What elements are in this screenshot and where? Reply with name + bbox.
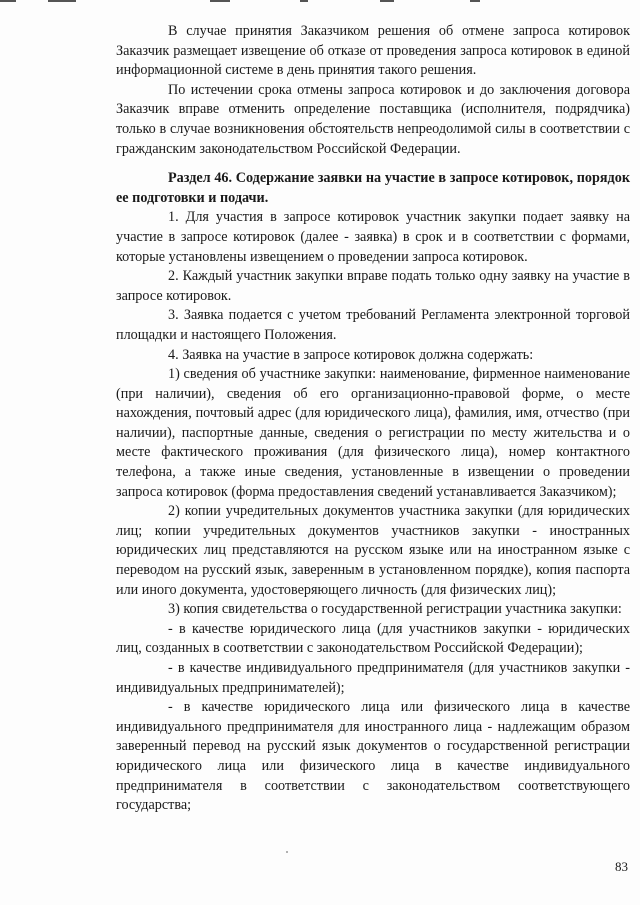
document-body xyxy=(116,22,630,816)
paragraph-dash-entrepreneur: - в качестве индивидуального предпринимателя (для участников закупки - индивидуальных предпринимателей); xyxy=(116,660,630,696)
paragraph-cancel-deadline: По истечении срока отмены запроса котировок и до заключения договора Заказчик вправе отменить определение поставщика (исполнителя, подрядчика) только в случае возникновения обстоятельств непреодолимой силы в соответствии с гражданским законодательством Российской Федерации. xyxy=(116,81,630,157)
paragraph-dash-foreign: - в качестве юридического лица или физического лица в качестве индивидуального предпринимателя для иностранного лица - надлежащим образом заверенный перевод на русский язык документов о государственной регистрации юридического лица или физического лица в качестве индивидуального предпринимателя в соответствии с законодательством соответствующего государства; xyxy=(116,699,630,814)
paragraph-subitem-2: 2) копии учредительных документов участника закупки (для юридических лиц; копии учредительных документов участников закупки - иностранных юридических лиц представляются на русском языке или на иностранном языке с переводом на русский язык, заверенным в установленном порядке), копия паспорта или иного документа, удостоверяющего личность (для физических лиц); xyxy=(116,503,630,598)
scan-speck xyxy=(286,851,288,853)
paragraph-item-1: 1. Для участия в запросе котировок участник закупки подает заявку на участие в запросе котировок (далее - заявка) в срок и в соответствии с формами, которые установлены извещением о проведении запроса котировок. xyxy=(116,209,630,265)
page-number: 83 xyxy=(615,859,628,874)
paragraph-cancel-notice: В случае принятия Заказчиком решения об отмене запроса котировок Заказчик размещает извещение об отказе от проведения запроса котировок в единой информационной системе в день принятия такого решения. xyxy=(116,23,630,79)
section-heading: Раздел 46. Содержание заявки на участие в запросе котировок, порядок ее подготовки и подачи. xyxy=(116,170,630,206)
paragraph-item-3: 3. Заявка подается с учетом требований Регламента электронной торговой площадки и настоящего Положения. xyxy=(116,307,630,343)
paragraph-subitem-1: 1) сведения об участнике закупки: наименование, фирменное наименование (при наличии), сведения об его организационно-правовой форме, о месте нахождения, почтовый адрес (для юридического лица), фамилия, имя, отчество (при наличии), паспортные данные, сведения о регистрации по месту жительства и о месте фактического проживания (для физического лица), номер контактного телефона, а также иные сведения, установленные в извещении о проведении запроса котировок (форма предоставления сведений устанавливается Заказчиком); xyxy=(116,366,630,500)
paragraph-subitem-3: 3) копия свидетельства о государственной регистрации участника закупки: xyxy=(168,601,622,618)
paragraph-dash-legal-entity: - в качестве юридического лица (для участников закупки - юридических лиц, созданных в соответствии с законодательством Российской Федерации); xyxy=(116,620,630,657)
scan-edge-marks xyxy=(0,0,640,4)
paragraph-item-4: 4. Заявка на участие в запросе котировок должна содержать: xyxy=(168,346,534,363)
paragraph-item-2: 2. Каждый участник закупки вправе подать только одну заявку на участие в запросе котировок. xyxy=(116,268,630,304)
